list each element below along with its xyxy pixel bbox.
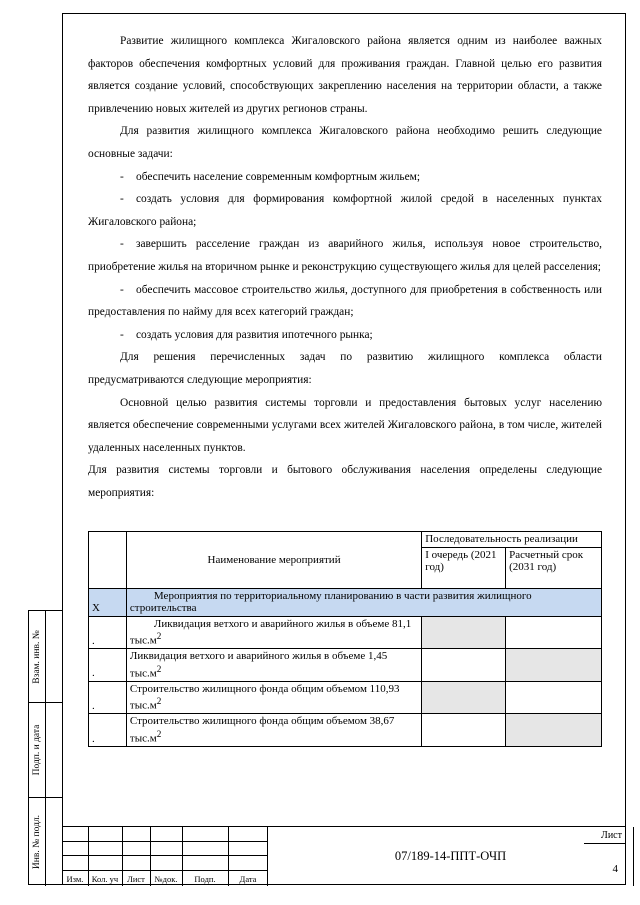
header-sequence: Последовательность реализации <box>422 532 602 548</box>
cell-calc-term <box>506 714 602 747</box>
title-block-grid <box>62 827 268 886</box>
cell-calc-term <box>506 649 602 682</box>
paragraph: Для развития системы торговли и бытового обслуживания населения определены следующие мероприятия: <box>88 464 602 499</box>
header-num-cell <box>89 532 127 589</box>
header-first-stage: I очередь (2021 год) <box>422 547 506 588</box>
table-row <box>89 681 602 714</box>
row-num: . <box>89 714 127 747</box>
row-name: Ликвидация ветхого и аварийного жилья в объеме 1,45 $тыс.м^2$ <box>126 649 421 682</box>
side-row-sign <box>29 703 63 798</box>
bullet-mark: - <box>120 283 124 296</box>
header-name: Наименование мероприятий <box>126 532 421 589</box>
title-block <box>62 826 626 886</box>
sheet-label: Лист <box>601 830 622 841</box>
list-item: - завершить расселение граждан из аварийного жилья, используя новое строительство, приобретение жилья на вторичном рынке и реконструкцию существующего жилья для целей расселения; <box>88 233 602 278</box>
bullet-mark: - <box>120 328 124 341</box>
cell-first-stage <box>422 649 506 682</box>
side-stamp <box>28 610 62 885</box>
measures-table <box>88 531 602 747</box>
bullet-mark: - <box>120 170 124 183</box>
sheet-number: 4 <box>612 863 618 875</box>
list-item: - создать условия для формирования комфортной жилой средой в населенных пунктах Жигаловского района; <box>88 188 602 233</box>
document-code: 07/189-14-ППТ-ОЧП <box>268 827 634 886</box>
bullet-mark: - <box>120 238 124 251</box>
cell-calc-term <box>506 681 602 714</box>
paragraph: Развитие жилищного комплекса Жигаловского района является одним из наиболее важных факторов обеспечения комфортных условий для проживания граждан. Главной целью его развития является создание условий, способствующих закреплению населения на территории области, а также привлечению новых жителей из других регионов страны. <box>88 35 602 115</box>
stamp-col-label: Подп. <box>194 874 216 884</box>
row-name: Строительство жилищного фонда общим объемом 38,67 $тыс.м^2$ <box>126 714 421 747</box>
row-num: . <box>89 649 127 682</box>
table-row <box>89 649 602 682</box>
paragraph: Основной целью развития системы торговли и предоставления бытовых услуг населению является обеспечение современными услугами всех жителей Жигаловского района, в том числе, жителей удаленных населенных пунктов. <box>88 396 602 454</box>
stamp-col-label: Лист <box>127 874 145 884</box>
row-name: Строительство жилищного фонда общим объемом 110,93 $тыс.м^2$ <box>126 681 421 714</box>
list-item: - обеспечить население современным комфортным жильем; <box>88 166 602 189</box>
cell-first-stage <box>422 714 506 747</box>
list-item: - создать условия для развития ипотечного рынка; <box>88 324 602 347</box>
row-name: Ликвидация ветхого и аварийного жилья в объеме 81,1 $тыс.м^2$ <box>126 616 421 649</box>
cell-first-stage <box>422 616 506 649</box>
body-text <box>88 30 602 504</box>
list-item: - обеспечить массовое строительство жилья, доступного для приобретения в собственность или предоставления по найму для всех категорий граждан; <box>88 279 602 324</box>
stamp-col-label: №док. <box>154 874 178 884</box>
table-row <box>89 616 602 649</box>
stamp-col-label: Дата <box>239 874 257 884</box>
stamp-col-label: Кол. уч <box>91 874 119 884</box>
side-row-inv <box>29 798 63 886</box>
row-num: . <box>89 681 127 714</box>
cell-first-stage <box>422 681 506 714</box>
paragraph: Для решения перечисленных задач по развитию жилищного комплекса области предусматриваются следующие мероприятия: <box>88 351 602 386</box>
paragraph: Для развития жилищного комплекса Жигаловского района необходимо решить следующие основные задачи: <box>88 125 602 160</box>
cell-calc-term <box>506 616 602 649</box>
side-label-replace: Взам. инв. № <box>32 629 42 684</box>
side-row-replace <box>29 611 63 703</box>
row-num: . <box>89 616 127 649</box>
side-label-inv: Инв. № подл. <box>32 814 42 870</box>
section-title: Мероприятия по территориальному планированию в части развития жилищного строительства <box>126 588 601 616</box>
stamp-col-label: Изм. <box>66 874 84 884</box>
side-label-sign: Подп. и дата <box>32 724 42 776</box>
table-row <box>89 714 602 747</box>
header-calc-term: Расчетный срок (2031 год) <box>506 547 602 588</box>
section-row <box>89 588 602 616</box>
section-num: X <box>89 588 127 616</box>
bullet-mark: - <box>120 193 124 206</box>
